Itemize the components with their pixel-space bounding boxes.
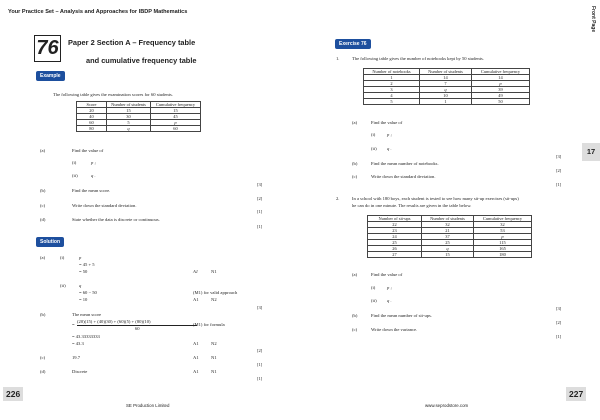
- exercise-tag: Exercise 76: [335, 39, 371, 49]
- question-label: (d): [40, 217, 46, 222]
- marks: [2]: [257, 348, 263, 353]
- question-label: (a): [40, 148, 46, 153]
- question-text: Find the mean number of sit-ups.: [371, 313, 432, 318]
- question-text: State whether the data is discrete or continuous.: [72, 217, 160, 222]
- question-text: Write down the standard deviation.: [72, 203, 137, 208]
- solution-line: The mean score: [72, 312, 102, 317]
- table-cell: q: [107, 126, 151, 132]
- table-cell: 45: [151, 114, 201, 120]
- table-header: Cumulative frequency: [151, 102, 201, 108]
- table-cell: 26: [368, 246, 422, 252]
- table-header: Number of sit-ups: [368, 216, 422, 222]
- question-text: he can do in one minute. The results are given in the table below.: [352, 203, 472, 208]
- question-text: q .: [91, 173, 96, 178]
- table-cell: 60: [151, 126, 201, 132]
- mark-code: (M1) for formula: [193, 322, 225, 327]
- question-number: 2.: [336, 196, 340, 201]
- marks: [2]: [257, 196, 263, 201]
- table-cell: 7: [420, 81, 472, 87]
- table-cell: 2: [364, 81, 420, 87]
- solution-label: (d): [40, 369, 46, 374]
- table-cell: 5: [364, 99, 420, 105]
- solution-label: (c): [40, 355, 46, 360]
- question-label: (b): [352, 313, 358, 318]
- solution-tag: Solution: [36, 237, 64, 247]
- table-cell: 115: [474, 240, 532, 246]
- question-text: q .: [387, 146, 392, 151]
- table-cell: 27: [368, 252, 422, 258]
- question-text: In a school with 180 boys, each student is tested to see how many sit-up exercises (sit-ups): [352, 196, 519, 201]
- table-header: Number of students: [107, 102, 151, 108]
- mark-code: A1: [193, 355, 199, 360]
- table-cell: 80: [77, 126, 107, 132]
- solution-line: = 43.33333333: [72, 334, 100, 339]
- table-cell: 15: [422, 252, 474, 258]
- table-header: Score: [77, 102, 107, 108]
- table-cell: 25: [422, 240, 474, 246]
- marks: [1]: [556, 334, 562, 339]
- marks: [3]: [556, 154, 562, 159]
- page-number-left: 226: [3, 387, 23, 401]
- table-cell: 49: [472, 93, 530, 99]
- marks: [1]: [257, 209, 263, 214]
- table-cell: 60: [77, 120, 107, 126]
- table-header-row: [364, 69, 530, 75]
- table-cell: 20: [77, 108, 107, 114]
- marks: [1]: [257, 224, 263, 229]
- question-text: Write down the variance.: [371, 327, 418, 332]
- question-label: (ii): [371, 298, 377, 303]
- question-label: (i): [371, 285, 376, 290]
- table-cell: 10: [420, 93, 472, 99]
- mark-code: A1: [193, 269, 199, 274]
- solution-line: p: [79, 255, 82, 260]
- question-text: Find the value of: [72, 148, 104, 153]
- table-cell: 4: [364, 93, 420, 99]
- question-label: (a): [352, 120, 358, 125]
- mark-code: N2: [211, 297, 217, 302]
- question-label: (ii): [371, 146, 377, 151]
- question-label: (i): [371, 132, 376, 137]
- page-number-right: 227: [566, 387, 586, 401]
- question-label: (a): [352, 272, 358, 277]
- table-cell: 180: [474, 252, 532, 258]
- website: www.seprodstore.com: [425, 403, 469, 408]
- table-header: Cumulative frequency: [472, 69, 530, 75]
- running-header: Your Practice Set – Analysis and Approaches for IBDP Mathematics: [8, 9, 188, 15]
- table-cell: p: [151, 120, 201, 126]
- question-label: (b): [352, 161, 358, 166]
- example-intro: The following table gives the examination scores for 60 students.: [53, 92, 173, 97]
- formula-denominator: 60: [135, 326, 140, 331]
- example-table: [76, 101, 201, 132]
- solution-line: = 60 − 50: [79, 290, 97, 295]
- marks: [2]: [556, 168, 562, 173]
- table-cell: 21: [422, 228, 474, 234]
- table-cell: 22: [368, 222, 422, 228]
- solution-label: (i): [60, 255, 65, 260]
- question-label: (c): [352, 174, 358, 179]
- mark-code: N2: [211, 341, 217, 346]
- table-cell: 15: [151, 108, 201, 114]
- solution-line: = 50: [79, 269, 88, 274]
- table-header: Number of notebooks: [364, 69, 420, 75]
- question-label: (ii): [72, 173, 78, 178]
- marks: [3]: [556, 306, 562, 311]
- question-label: (c): [352, 327, 358, 332]
- example-tag: Example: [36, 71, 65, 81]
- table-row: [77, 126, 201, 132]
- question-label: (b): [40, 188, 46, 193]
- question-label: (c): [40, 203, 46, 208]
- solution-label: (a): [40, 255, 46, 260]
- question-label: (i): [72, 160, 77, 165]
- table-cell: 1: [364, 75, 420, 81]
- solution-line: 19.7: [72, 355, 81, 360]
- mark-code: N1: [211, 355, 217, 360]
- chapter-side-tab[interactable]: 17: [582, 143, 600, 161]
- front-page-label: Front Page: [590, 6, 596, 33]
- table-cell: 3: [364, 87, 420, 93]
- question-text: Find the mean number of notebooks.: [371, 161, 439, 166]
- table-cell: 14: [472, 75, 530, 81]
- solution-line: = 43.3: [72, 341, 84, 346]
- table-cell: 40: [77, 114, 107, 120]
- solution-line: = 10: [79, 297, 88, 302]
- table-header-row: [77, 102, 201, 108]
- solution-line: q: [79, 283, 82, 288]
- question-text: p ;: [387, 132, 392, 137]
- table-header: Cumulative frequency: [474, 216, 532, 222]
- formula-equals: =: [72, 322, 75, 327]
- table-cell: 5: [107, 120, 151, 126]
- chapter-title-line2: and cumulative frequency table: [86, 56, 197, 65]
- table-cell: 24: [368, 234, 422, 240]
- marks: [3]: [257, 182, 263, 187]
- table-cell: 53: [474, 228, 532, 234]
- mark-code: N1: [211, 369, 217, 374]
- question-text: Find the mean score.: [72, 188, 111, 193]
- mark-code: A1: [193, 369, 199, 374]
- table-row: [368, 252, 532, 258]
- mark-code: A1: [193, 297, 199, 302]
- exercise2-table: [367, 215, 532, 258]
- publisher: SE Production Limited: [126, 403, 170, 408]
- table-cell: q: [422, 246, 474, 252]
- question-text: p ;: [91, 160, 96, 165]
- table-header: Number of students: [420, 69, 472, 75]
- table-cell: 1: [420, 99, 472, 105]
- table-header: Number of students: [422, 216, 474, 222]
- table-cell: 32: [422, 222, 474, 228]
- table-cell: 32: [474, 222, 532, 228]
- solution-label: (b): [40, 312, 46, 317]
- formula-numerator: (20)(15) + (40)(30) + (60)(5) + (80)(10): [77, 319, 151, 324]
- mark-code: N1: [211, 269, 217, 274]
- table-cell: 37: [422, 234, 474, 240]
- question-text: The following table gives the number of notebooks kept by 50 students.: [352, 56, 484, 61]
- marks: [3]: [257, 305, 263, 310]
- question-text: Find the value of: [371, 120, 403, 125]
- solution-label: (ii): [60, 283, 66, 288]
- question-text: q .: [387, 298, 392, 303]
- question-text: p ;: [387, 285, 392, 290]
- table-cell: 14: [420, 75, 472, 81]
- question-text: Find the value of: [371, 272, 403, 277]
- solution-line: = 45 + 5: [79, 262, 95, 267]
- table-cell: 25: [368, 240, 422, 246]
- table-cell: 30: [107, 114, 151, 120]
- solution-line: Discrete: [72, 369, 88, 374]
- mark-code: (M1) for valid approach: [193, 290, 238, 295]
- exercise1-table: [363, 68, 530, 105]
- marks: [2]: [556, 320, 562, 325]
- question-number: 1.: [336, 56, 340, 61]
- mark-code: A1: [193, 341, 199, 346]
- table-cell: 50: [472, 99, 530, 105]
- table-cell: p: [472, 81, 530, 87]
- chapter-number: 76: [34, 35, 61, 62]
- table-cell: p: [474, 234, 532, 240]
- marks: [1]: [257, 362, 263, 367]
- chapter-title-line1: Paper 2 Section A – Frequency table: [68, 38, 196, 47]
- marks: [1]: [556, 182, 562, 187]
- question-text: Write down the standard deviation.: [371, 174, 436, 179]
- table-cell: 15: [107, 108, 151, 114]
- marks: [1]: [257, 376, 263, 381]
- table-header-row: [368, 216, 532, 222]
- table-cell: q: [420, 87, 472, 93]
- table-cell: 165: [474, 246, 532, 252]
- table-cell: 23: [368, 228, 422, 234]
- table-cell: 39: [472, 87, 530, 93]
- table-row: [364, 99, 530, 105]
